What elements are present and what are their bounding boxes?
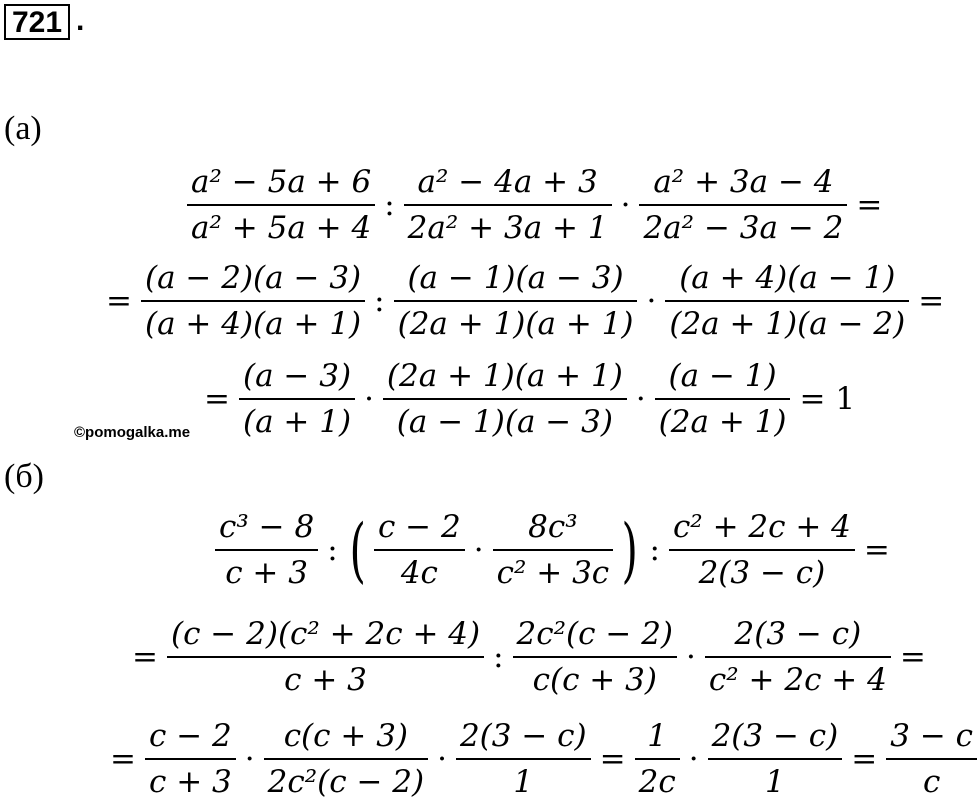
denominator: 1	[513, 764, 534, 800]
denominator: (a + 4)(a + 1)	[144, 306, 362, 342]
denominator: c² + 2c + 4	[708, 662, 887, 698]
fraction	[705, 612, 891, 702]
numerator: 8c³	[528, 509, 578, 545]
numerator: a² − 4a + 3	[417, 164, 598, 200]
part-a-line-3	[198, 354, 861, 444]
denominator: c + 3	[148, 764, 232, 800]
right-parenthesis: )	[621, 509, 639, 591]
denominator: (2a + 1)(a − 2)	[669, 306, 906, 342]
fraction	[665, 256, 909, 346]
numerator: (a − 1)(a − 3)	[407, 260, 624, 296]
fraction	[639, 160, 847, 250]
part-b-line-1	[212, 505, 896, 595]
operator: :	[649, 532, 660, 568]
fraction	[456, 714, 591, 804]
denominator: 1	[765, 764, 785, 800]
fraction	[886, 714, 977, 804]
numerator: (a − 3)	[242, 358, 352, 394]
operator: :	[493, 639, 504, 675]
denominator: c + 3	[225, 555, 308, 591]
part-b-label: (б)	[4, 458, 44, 495]
operator: :	[374, 283, 385, 319]
denominator: c	[922, 764, 941, 800]
equals-sign: =	[110, 741, 136, 777]
numerator: c − 2	[377, 509, 461, 545]
equals-sign: =	[863, 532, 890, 568]
numerator: c(c + 3)	[283, 718, 409, 754]
denominator: (a − 1)(a − 3)	[396, 404, 613, 440]
fraction	[404, 160, 612, 250]
fraction	[141, 256, 365, 346]
numerator: (a + 4)(a − 1)	[679, 260, 896, 296]
numerator: (a − 1)	[668, 358, 777, 394]
fraction	[655, 354, 791, 444]
denominator: (2a + 1)	[658, 404, 787, 440]
equals-sign: =	[851, 741, 878, 777]
part-a-line-2	[100, 256, 950, 346]
denominator: a² + 5a + 4	[191, 210, 372, 246]
equals-sign: =	[899, 639, 926, 675]
denominator: 2(3 − c)	[698, 555, 826, 591]
denominator: c + 3	[284, 662, 367, 698]
operator: ·	[620, 187, 631, 223]
watermark: ©pomogalka.me	[74, 424, 191, 441]
fraction	[264, 714, 428, 804]
part-a-line-1	[184, 160, 888, 250]
numerator: 3 − c	[890, 718, 974, 754]
numerator: c − 2	[148, 718, 232, 754]
denominator: 4c	[400, 555, 438, 591]
fraction	[215, 505, 318, 595]
numerator: 2(3 − c)	[459, 718, 587, 754]
equals-sign: =	[918, 283, 945, 319]
denominator: (2a + 1)(a + 1)	[397, 306, 634, 342]
numerator: 2c²(c − 2)	[516, 616, 674, 652]
operator: ·	[646, 283, 657, 319]
equals-sign: =	[204, 381, 230, 417]
numerator: a² − 5a + 6	[191, 164, 372, 200]
result: = 1	[799, 381, 856, 417]
denominator: 2a² + 3a + 1	[407, 210, 608, 246]
operator: ·	[686, 639, 696, 675]
denominator: c(c + 3)	[532, 662, 657, 698]
fraction	[239, 354, 355, 444]
part-b-line-3	[104, 714, 980, 804]
numerator: (a − 2)(a − 3)	[144, 260, 362, 296]
denominator: (a + 1)	[242, 404, 352, 440]
numerator: c² + 2c + 4	[672, 509, 851, 545]
operator: :	[384, 187, 395, 223]
numerator: a² + 3a − 4	[653, 164, 834, 200]
operator: ·	[437, 741, 447, 777]
operator: ·	[688, 741, 699, 777]
operator: ·	[635, 381, 646, 417]
operator: ·	[364, 381, 374, 417]
numerator: 2(3 − c)	[711, 718, 839, 754]
operator: :	[327, 532, 338, 568]
part-b-line-2	[126, 612, 932, 702]
operator: ·	[244, 741, 255, 777]
fraction	[167, 612, 484, 702]
fraction	[669, 505, 855, 595]
part-a-label: (а)	[4, 110, 42, 147]
fraction	[493, 505, 614, 595]
left-parenthesis: (	[349, 509, 366, 591]
fraction	[145, 714, 236, 804]
fraction	[708, 714, 843, 804]
equals-sign: =	[106, 283, 132, 319]
numerator: (2a + 1)(a + 1)	[386, 358, 623, 394]
problem-number-dot: .	[76, 4, 85, 37]
operator: ·	[473, 532, 484, 568]
fraction	[383, 354, 627, 444]
denominator: 2c²(c − 2)	[267, 764, 425, 800]
equals-sign: =	[132, 639, 158, 675]
fraction	[374, 505, 465, 595]
numerator: 2(3 − c)	[734, 616, 862, 652]
fraction	[187, 160, 375, 250]
denominator: 2a² − 3a − 2	[643, 210, 844, 246]
equals-sign: =	[856, 187, 883, 223]
numerator: c³ − 8	[219, 509, 315, 545]
numerator: (c − 2)(c² + 2c + 4)	[170, 616, 481, 652]
numerator: 1	[647, 718, 668, 754]
fraction	[513, 612, 677, 702]
fraction	[635, 714, 680, 804]
equals-sign: =	[599, 741, 626, 777]
denominator: 2c	[638, 764, 676, 800]
denominator: c² + 3c	[496, 555, 610, 591]
problem-number: 721	[4, 4, 70, 40]
fraction	[394, 256, 638, 346]
